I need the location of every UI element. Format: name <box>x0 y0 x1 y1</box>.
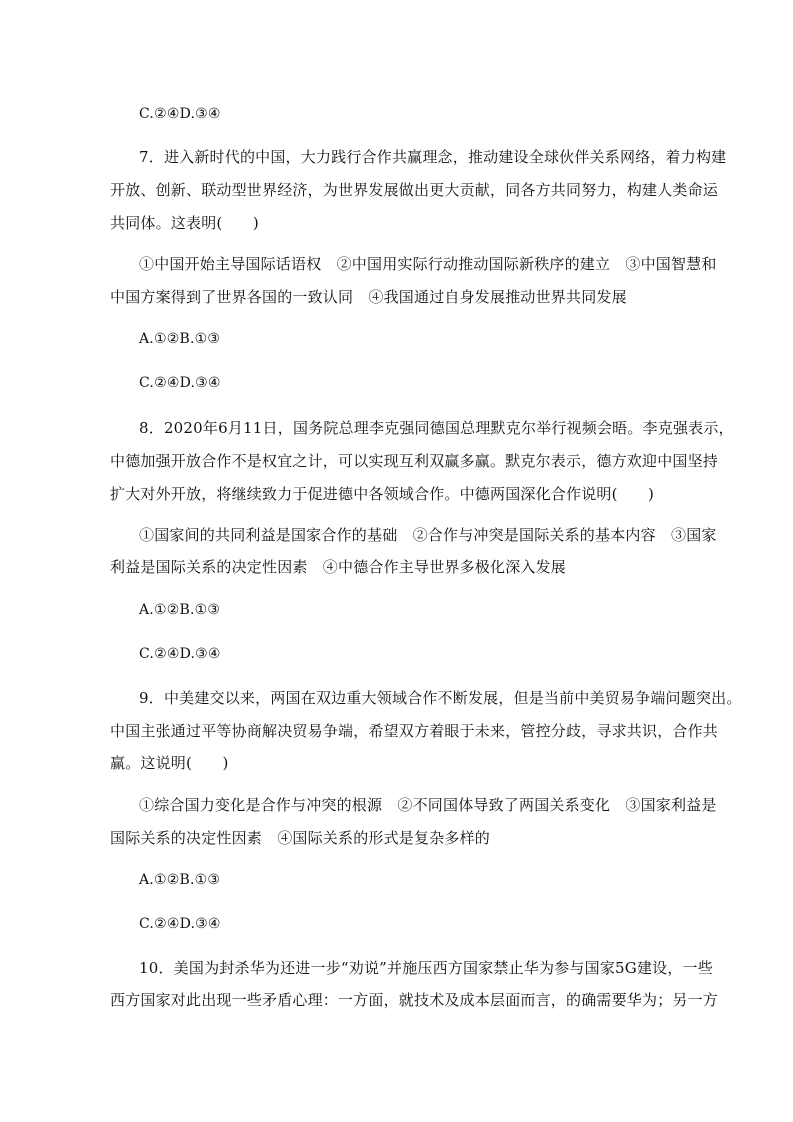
question-9-stem-line-1: 9．中美建交以来，两国在双边重大领域合作不断发展，但是当前中美贸易争端问题突出。 <box>139 689 742 707</box>
question-9-options-line-2: 国际关系的决定性因素 ④国际关系的形式是复杂多样的 <box>110 829 491 847</box>
question-8-stem-line-3: 扩大对外开放，将继续致力于促进德中各领域合作。中德两国深化合作说明( ) <box>110 485 655 503</box>
question-9-choices-cd: C.②④D.③④ <box>139 916 221 932</box>
question-8-choices-cd: C.②④D.③④ <box>139 646 221 662</box>
question-7-stem-line-2: 开放、创新、联动型世界经济，为世界发展做出更大贡献，同各方共同努力，构建人类命运 <box>110 181 719 199</box>
question-8-stem-line-2: 中德加强开放合作不是权宜之计，可以实现互利双赢多赢。默克尔表示，德方欢迎中国坚持 <box>110 452 719 470</box>
question-6-choices-cd: C.②④D.③④ <box>139 106 221 122</box>
question-8-choices-ab: A.①②B.①③ <box>139 602 221 618</box>
question-9-options-line-1: ①综合国力变化是合作与冲突的根源 ②不同国体导致了两国关系变化 ③国家利益是 <box>139 796 717 814</box>
question-7-stem-line-1: 7．进入新时代的中国，大力践行合作共赢理念，推动建设全球伙伴关系网络，着力构建 <box>139 148 727 166</box>
question-9-stem-line-3: 赢。这说明( ) <box>110 754 229 772</box>
question-7-options-line-2: 中国方案得到了世界各国的一致认同 ④我国通过自身发展推动世界共同发展 <box>110 288 627 306</box>
question-10-stem-line-2: 西方国家对此出现一些矛盾心理：一方面，就技术及成本层面而言，的确需要华为；另一方 <box>110 991 719 1009</box>
question-7-options-line-1: ①中国开始主导国际话语权 ②中国用实际行动推动国际新秩序的建立 ③中国智慧和 <box>139 255 717 273</box>
question-7-stem-line-3: 共同体。这表明( ) <box>110 214 259 232</box>
question-9-stem-line-2: 中国主张通过平等协商解决贸易争端，希望双方着眼于未来，管控分歧，寻求共识，合作共 <box>110 722 719 740</box>
question-8-stem-line-1: 8．2020年6月11日，国务院总理李克强同德国总理默克尔举行视频会晤。李克强表示， <box>139 419 734 437</box>
question-8-options-line-1: ①国家间的共同利益是国家合作的基础 ②合作与冲突是国际关系的基本内容 ③国家 <box>139 526 717 544</box>
question-10-stem-line-1: 10．美国为封杀华为还进一步“劝说”并施压西方国家禁止华为参与国家5G建设，一些 <box>139 959 713 977</box>
question-9-choices-ab: A.①②B.①③ <box>139 872 221 888</box>
question-7-choices-cd: C.②④D.③④ <box>139 375 221 391</box>
question-7-choices-ab: A.①②B.①③ <box>139 331 221 347</box>
question-8-options-line-2: 利益是国际关系的决定性因素 ④中德合作主导世界多极化深入发展 <box>110 558 567 576</box>
